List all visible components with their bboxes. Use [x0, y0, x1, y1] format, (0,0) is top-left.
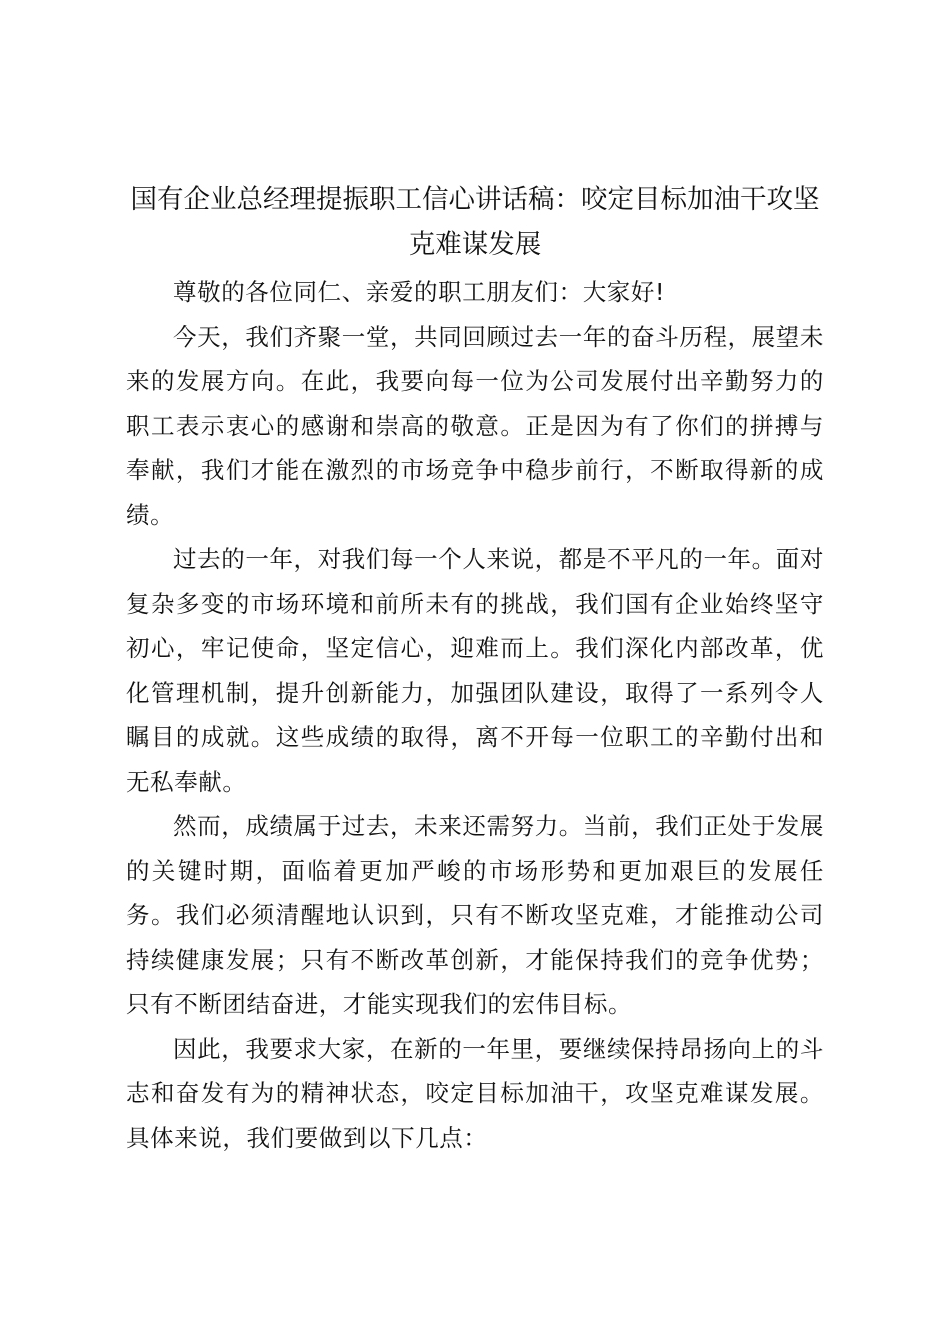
body-paragraph: 然而，成绩属于过去，未来还需努力。当前，我们正处于发展的关键时期，面临着更加严峻的市场形势和更加艰巨的发展任务。我们必须清醒地认识到，只有不断攻坚克难，才能推动公司持续健康发展；只有不断改革创新，才能保持我们的竞争优势；只有不断团结奋进，才能实现我们的宏伟目标。: [126, 812, 824, 1018]
body-paragraph: 今天，我们齐聚一堂，共同回顾过去一年的奋斗历程，展望未来的发展方向。在此，我要向每一位为公司发展付出辛勤努力的职工表示衷心的感谢和崇高的敬意。正是因为有了你们的拼搏与奉献，我们才能在激烈的市场竞争中稳步前行，不断取得新的成绩。: [126, 322, 824, 529]
document-title: 国有企业总经理提振职工信心讲话稿：咬定目标加油干攻坚克难谋发展: [130, 184, 820, 260]
document-body: [126, 177, 824, 1160]
body-paragraph: 因此，我要求大家，在新的一年里，要继续保持昂扬向上的斗志和奋发有为的精神状态，咬定目标加油干，攻坚克难谋发展。具体来说，我们要做到以下几点：: [126, 1034, 824, 1152]
greeting-paragraph: 尊敬的各位同仁、亲爱的职工朋友们：大家好!: [173, 278, 666, 306]
body-paragraph: 过去的一年，对我们每一个人来说，都是不平凡的一年。面对复杂多变的市场环境和前所未有的挑战，我们国有企业始终坚守初心，牢记使命，坚定信心，迎难而上。我们深化内部改革，优化管理机制，提升创新能力，加强团队建设，取得了一系列令人瞩目的成就。这些成绩的取得，离不开每一位职工的辛勤付出和无私奉献。: [126, 545, 824, 796]
